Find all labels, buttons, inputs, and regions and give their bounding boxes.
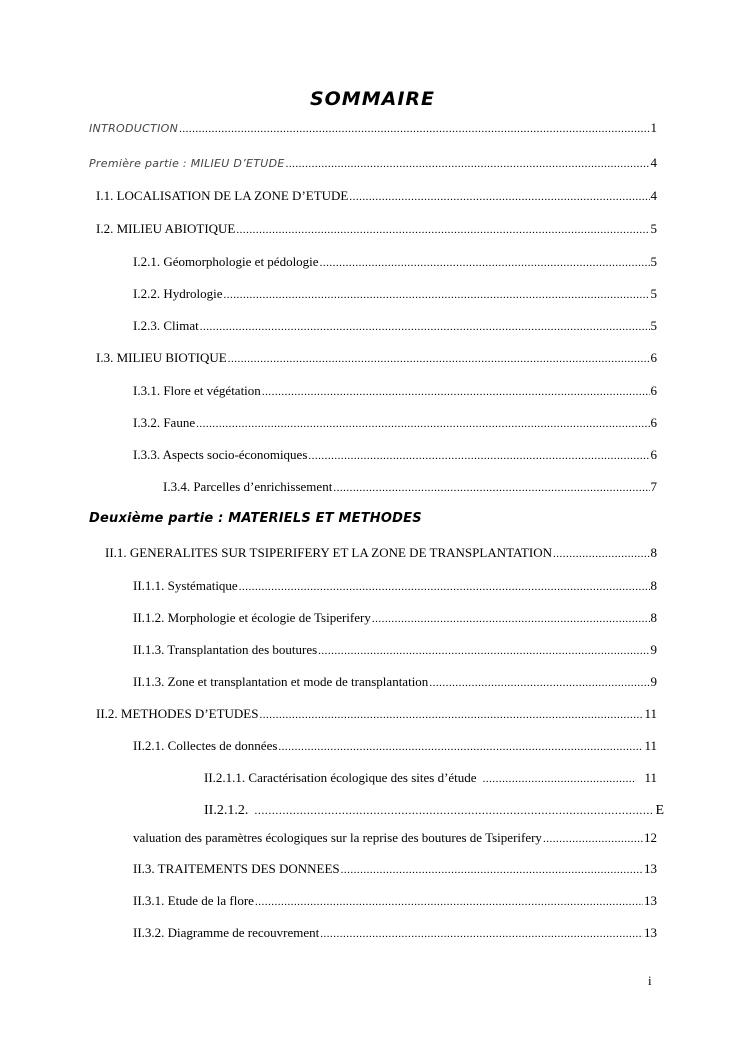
- toc-leader-dots: [228, 349, 650, 369]
- toc-entry-label: valuation des paramètres écologiques sur la reprise des boutures de Tsiperifery: [133, 830, 542, 845]
- toc-leader-dots: [553, 544, 650, 564]
- toc-entry-label: I.3.3. Aspects socio-économiques: [133, 447, 308, 462]
- toc-entry-ii-1-3-zone[interactable]: [133, 672, 657, 692]
- toc-leader-dots: [239, 577, 650, 597]
- toc-entry-label: II.1.3. Transplantation des boutures: [133, 642, 318, 657]
- toc-entry-i-2[interactable]: [96, 219, 657, 239]
- toc-entry-i-3-3[interactable]: [133, 445, 657, 465]
- toc-entry-label: INTRODUCTION: [89, 122, 179, 135]
- toc-page-number: 1: [650, 120, 657, 135]
- toc-leader-dots: [254, 800, 654, 820]
- toc-entry-label: I.3.4. Parcelles d’enrichissement: [163, 479, 333, 494]
- toc-entry-label: I.2.1. Géomorphologie et pédologie: [133, 254, 319, 269]
- toc-entry-ii-2-1[interactable]: [133, 736, 657, 756]
- toc-entry-ii-2-1-2[interactable]: [204, 800, 664, 820]
- toc-leader-dots: [196, 414, 649, 434]
- toc-leader-dots: [320, 924, 643, 944]
- toc-entry-label: II.2. METHODES D’ETUDES: [96, 706, 259, 721]
- toc-page-number: 4: [650, 155, 657, 170]
- toc-page-number: 5: [650, 254, 657, 269]
- toc-page-number: 8: [650, 610, 657, 625]
- toc-page-number: 13: [644, 861, 657, 876]
- toc-page-number: 11: [644, 770, 657, 785]
- toc-leader-dots: [200, 317, 650, 337]
- toc-leader-dots: [320, 253, 650, 273]
- toc-entry-label: I.2.3. Climat: [133, 318, 199, 333]
- toc-leader-dots: [372, 609, 650, 629]
- toc-entry-ii-2[interactable]: [96, 704, 657, 724]
- toc-section-deuxieme-partie[interactable]: Deuxième partie : MATERIELS ET METHODES: [89, 511, 422, 526]
- toc-page-number: 6: [650, 383, 657, 398]
- toc-page-number: 5: [650, 221, 657, 236]
- toc-leader-dots: [341, 860, 643, 880]
- toc-entry-i-3-4[interactable]: [163, 477, 657, 497]
- page-title: SOMMAIRE: [309, 88, 436, 110]
- toc-page-number: 5: [650, 286, 657, 301]
- toc-leader-dots: [333, 478, 649, 498]
- toc-leader-dots: [543, 829, 643, 849]
- toc-entry-label: II.3.1. Etude de la flore: [133, 893, 254, 908]
- toc-leader-dots: [259, 705, 643, 725]
- toc-entry-ii-1-2[interactable]: [133, 608, 657, 628]
- toc-entry-label: II.1.1. Systématique: [133, 578, 238, 593]
- toc-entry-label: II.3. TRAITEMENTS DES DONNEES: [133, 861, 340, 876]
- toc-entry-label: Première partie : MILIEU D’ETUDE: [89, 157, 285, 170]
- toc-entry-ii-3-2[interactable]: [133, 923, 657, 943]
- toc-leader-dots: [308, 446, 649, 466]
- toc-leader-dots: [318, 641, 649, 661]
- footer-page-number: i: [648, 973, 652, 988]
- toc-page-number: 6: [650, 350, 657, 365]
- toc-entry-label: I.1. LOCALISATION DE LA ZONE D’ETUDE: [96, 188, 349, 203]
- toc-page-number: 12: [644, 830, 657, 845]
- toc-leader-dots: [236, 220, 649, 240]
- toc-leader-dots: [483, 769, 637, 789]
- toc-entry-ii-3-1[interactable]: [133, 891, 657, 911]
- toc-entry-ii-1-1[interactable]: [133, 576, 657, 596]
- toc-entry-label: II.1. GENERALITES SUR TSIPERIFERY ET LA ZONE DE TRANSPLANTATION: [105, 545, 552, 560]
- toc-entry-i-3-2[interactable]: [133, 413, 657, 433]
- toc-page-number: 4: [650, 188, 657, 203]
- toc-entry-i-2-3[interactable]: [133, 316, 657, 336]
- toc-page-number: 6: [650, 415, 657, 430]
- toc-entry-i-3-1[interactable]: [133, 381, 657, 401]
- toc-leader-dots: [179, 119, 649, 139]
- toc-leader-dots: [262, 382, 650, 402]
- toc-entry-label: II.2.1. Collectes de données: [133, 738, 278, 753]
- toc-entry-label: I.2. MILIEU ABIOTIQUE: [96, 221, 236, 236]
- toc-entry-label: II.1.2. Morphologie et écologie de Tsiperifery: [133, 610, 371, 625]
- toc-entry-label: I.3. MILIEU BIOTIQUE: [96, 350, 227, 365]
- toc-page-number: 5: [650, 318, 657, 333]
- toc-leader-dots: [349, 187, 649, 207]
- toc-leader-dots: [255, 892, 643, 912]
- toc-entry-label: II.2.1.1. Caractérisation écologique des sites d’étude: [204, 770, 477, 785]
- toc-entry-introduction[interactable]: [89, 118, 657, 138]
- toc-entry-label: II.2.1.2.: [204, 803, 249, 818]
- toc-page-number: 9: [650, 642, 657, 657]
- toc-leader-dots: [429, 673, 649, 693]
- toc-entry-i-1[interactable]: [96, 186, 657, 206]
- toc-leader-dots: [278, 737, 643, 757]
- toc-entry-ii-1[interactable]: [105, 543, 657, 563]
- toc-entry-label: I.2.2. Hydrologie: [133, 286, 223, 301]
- toc-entry-label: II.3.2. Diagramme de recouvrement: [133, 925, 320, 940]
- toc-page-number: 13: [644, 893, 657, 908]
- toc-entry-label: I.3.2. Faune: [133, 415, 196, 430]
- toc-entry-i-3[interactable]: [96, 348, 657, 368]
- toc-leader-dots: [224, 285, 650, 305]
- toc-page-number: 9: [650, 674, 657, 689]
- toc-page-number: 8: [650, 545, 657, 560]
- toc-entry-i-2-2[interactable]: [133, 284, 657, 304]
- toc-entry-ii-1-3[interactable]: [133, 640, 657, 660]
- toc-page-number: 11: [644, 706, 657, 721]
- toc-page-number: 7: [650, 479, 657, 494]
- toc-page-number: 13: [644, 925, 657, 940]
- toc-page-number: 6: [650, 447, 657, 462]
- toc-page-number: 11: [644, 738, 657, 753]
- toc-entry-i-2-1[interactable]: [133, 252, 657, 272]
- toc-entry-label: II.1.3. Zone et transplantation et mode de transplantation: [133, 674, 429, 689]
- toc-leader-dots: [286, 154, 650, 174]
- toc-page-number: E: [655, 803, 664, 818]
- toc-entry-ii-3[interactable]: [133, 859, 657, 879]
- toc-page-number: 8: [650, 578, 657, 593]
- toc-entry-premiere-partie[interactable]: [89, 153, 657, 173]
- toc-entry-label: I.3.1. Flore et végétation: [133, 383, 261, 398]
- toc-entry-ii-2-1-1[interactable]: [204, 768, 657, 788]
- toc-entry-ii-2-1-2-continuation[interactable]: [133, 828, 657, 848]
